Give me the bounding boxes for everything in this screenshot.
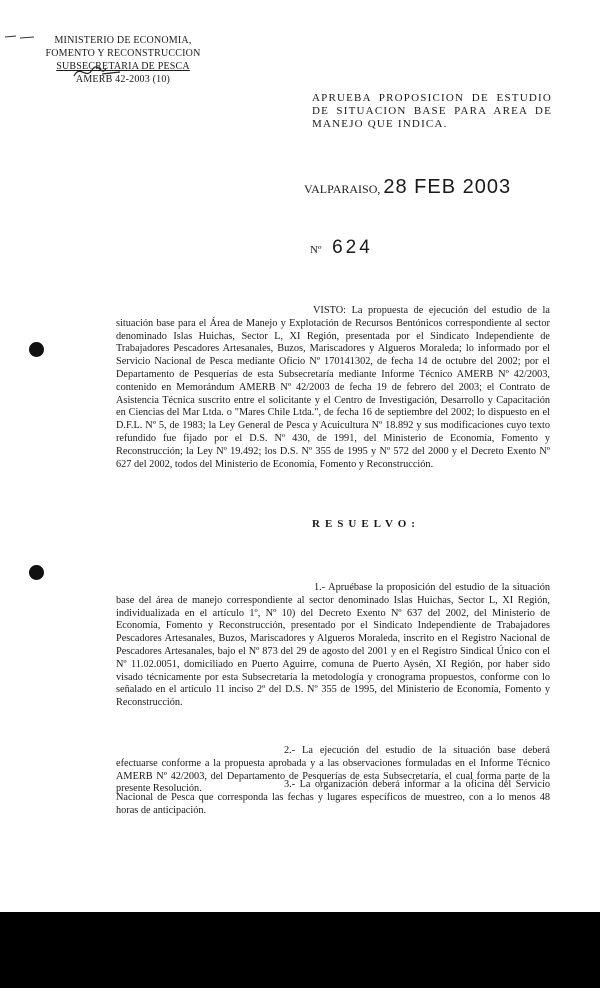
header-line-3: SUBSECRETARIA DE PESCA (56, 61, 190, 72)
visto-label: VISTO: (313, 305, 346, 316)
place-name: VALPARAISO, (304, 182, 381, 196)
item-3-text: 3.- La organización deberá informar a la oficina del Servicio Nacional de Pesca que corresponda las fechas y lugares específicos de muestreo, con a lo menos 48 horas de anticipación. (116, 779, 550, 816)
visto-text: La propuesta de ejecución del estudio de la situación base para el Área de Manejo y Explotación de Recursos Bentónicos correspondiente al sector denominado Islas Huichas, Sector L, XI Región, presentada por el Sindicato Independiente de Trabajadores Pescadores Artesanales, Buzos, Mariscadores y Algueros Moraleda; lo informado por el Servicio Nacional de Pesca mediante Oficio Nº 170141302, de fecha 14 de octubre del 2002; por el Departamento de Pesquerías de esta Subsecretaría mediante Informe Técnico AMERB Nº 42/2003, contenido en Memorándum AMERB Nº 42/2003 de fecha 19 de febrero del 2003; el Contrato de Asistencia Técnica suscrito entre el solicitante y el Centro de Investigación, Desarrollo y Capacitación en Ciencias del Mar Ltda. o "Mares Chile Ltda.", de fecha 16 de septiembre del 2002; lo dispuesto en el D.F.L. Nº 5, de 1983; la Ley General de Pesca y Acuicultura Nº 18.892 y sus modificaciones cuyo texto refundido fue fijado por el D.S. Nº 430, de 1991, del Ministerio de Economía, Fomento y Reconstrucción; la Ley Nº 19.492; los D.S. Nº 355 de 1995 y Nº 572 del 2000 y el Decreto Exento Nº 627 del 2002, todos del Ministerio de Economía, Fomento y Reconstrucción. (116, 305, 550, 470)
punch-hole (29, 342, 44, 357)
handwritten-scribble (72, 62, 132, 82)
visto-paragraph (116, 305, 550, 471)
header-line-1: MINISTERIO DE ECONOMIA, (54, 35, 192, 46)
item-3-paragraph (116, 779, 550, 817)
number-value: 624 (332, 237, 373, 258)
header-line-2: FOMENTO Y RECONSTRUCCION (45, 48, 201, 59)
punch-hole (29, 565, 44, 580)
header-line-4: AMERB 42-2003 (10) (75, 74, 171, 85)
resolution-number (310, 237, 373, 259)
item-1-paragraph (116, 582, 550, 710)
date-stamp: 28 FEB 2003 (383, 176, 512, 198)
document-subject: APRUEBA PROPOSICION DE ESTUDIO DE SITUACION BASE PARA AREA DE MANEJO QUE INDICA. (312, 92, 552, 130)
item-2-text: 2.- La ejecución del estudio de la situación base deberá efectuarse conforme a la propuesta aprobada y a las observaciones formuladas en el Informe Técnico AMERB Nº 42/2003, del Departamento de Pesquerías de esta Subsecretaría, el cual forma parte de la presente Resolución. (116, 745, 550, 795)
number-label: Nº (310, 244, 322, 256)
item-1-text: 1.- Apruébase la proposición del estudio de la situación base del área de manejo correspondiente al sector denominado Islas Huichas, Sector L, XI Región, individualizada en el artículo 1º, Nº 10) del Decreto Exento Nº 637 del 2002, del Ministerio de Economía, Fomento y Reconstrucción, presentado por el Sindicato Independiente de Trabajadores Pescadores Artesanales, Buzos, Mariscadores y Algueros Moraleda, inscrito en el Registro Nacional de Pescadores Artesanales, bajo el Nº 873 del 29 de agosto del 2001 y en el Registro Sindical Único con el Nº 11.02.0051, domiciliado en Puerto Aguirre, comuna de Puerto Aysén, XI Región, por haber sido visado técnicamente por esta Subsecretaría la metodología y cronograma propuestos, conforme con lo señalado en el artículo 11 inciso 2º del D.S. Nº 355 de 1995, del Ministerio de Economía, Fomento y Reconstrucción. (116, 582, 550, 709)
place-date (304, 176, 511, 199)
resuelvo-heading: RESUELVO: (312, 518, 420, 530)
scan-border (0, 912, 600, 988)
